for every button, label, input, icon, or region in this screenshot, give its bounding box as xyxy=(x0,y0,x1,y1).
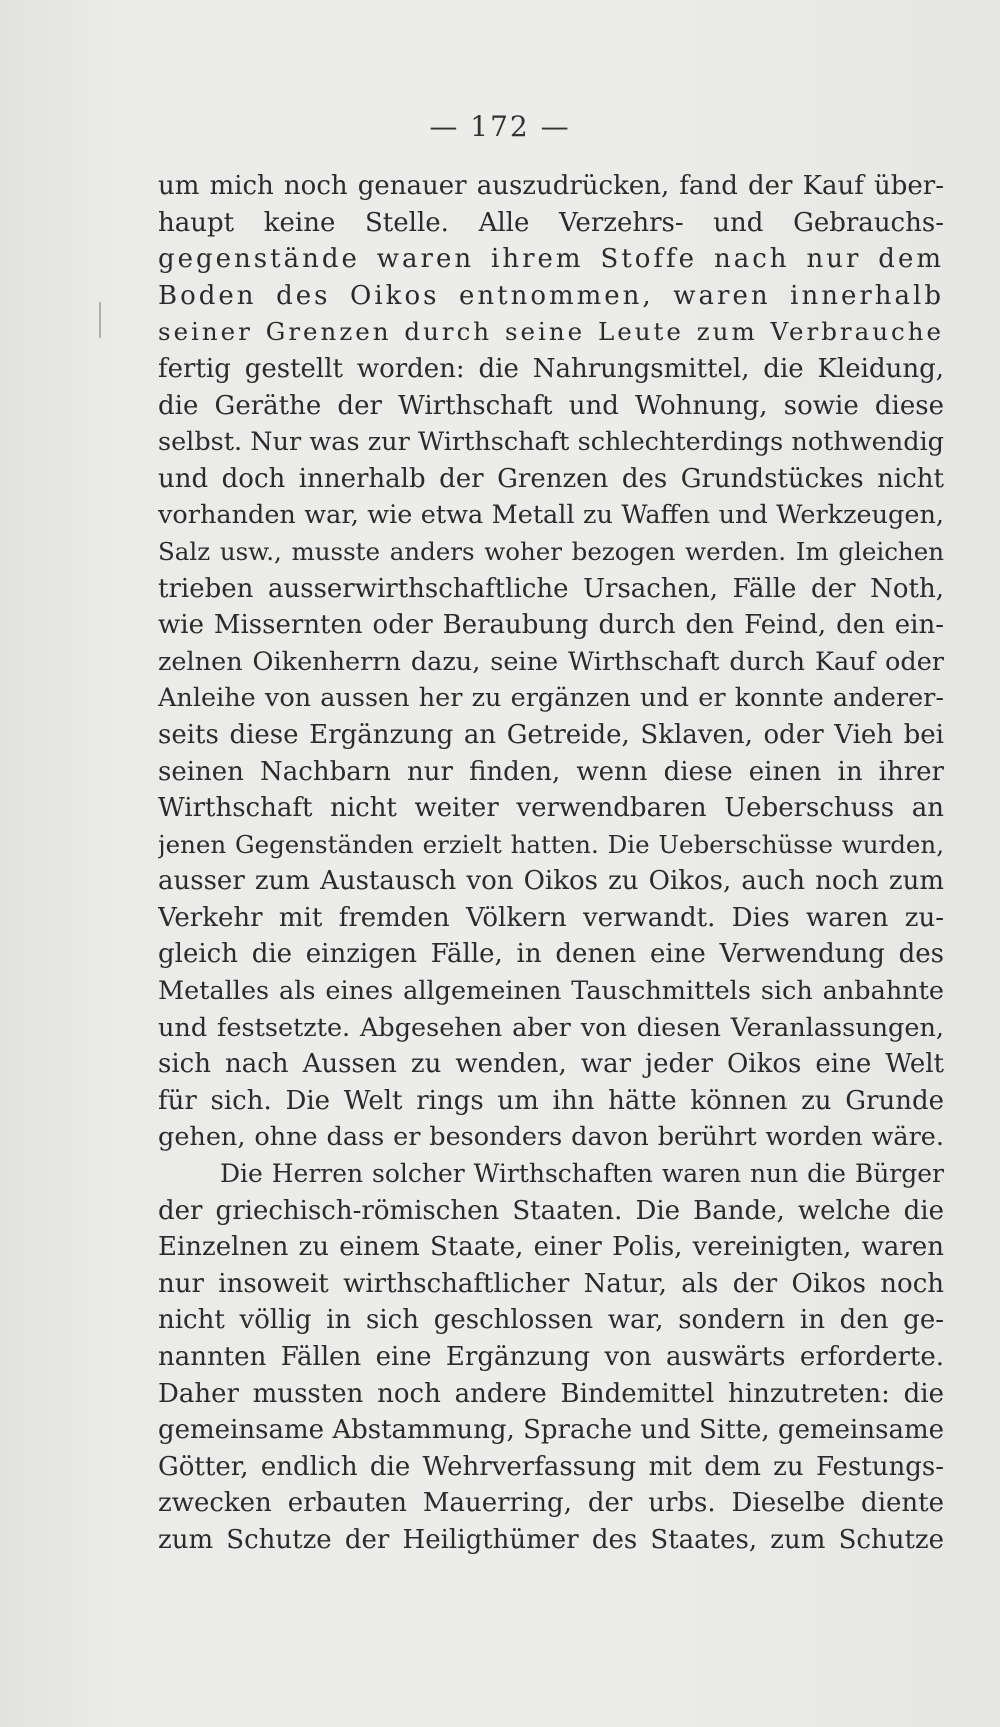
text-line: Daher mussten noch andere Bindemittel hinzutreten: die xyxy=(158,1378,944,1409)
text-line: zum Schutze der Heiligthümer des Staates, zum Schutze xyxy=(158,1524,944,1555)
text-line: nur insoweit wirthschaftlicher Natur, als der Oikos noch xyxy=(158,1268,944,1299)
text-line: Götter, endlich die Wehrverfassung mit dem zu Festungs- xyxy=(158,1451,944,1482)
text-line: nannten Fällen eine Ergänzung von auswärts erforderte. xyxy=(158,1342,944,1372)
text-line: haupt keine Stelle. Alle Verzehrs- und Gebrauchs- xyxy=(158,207,944,238)
page-number: — 172 — xyxy=(429,110,571,143)
text-line: nicht völlig in sich geschlossen war, sondern in den ge- xyxy=(158,1305,944,1336)
text-line: Wirthschaft nicht weiter verwendbaren Ueberschuss an xyxy=(158,793,944,824)
text-line: Die Herren solcher Wirthschaften waren nun die Bürger xyxy=(220,1159,944,1189)
text-line: ausser zum Austausch von Oikos zu Oikos, auch noch zum xyxy=(158,866,944,897)
text-line: und festsetzte. Abgesehen aber von diesen Veranlassungen, xyxy=(158,1012,944,1043)
text-line: die Geräthe der Wirthschaft und Wohnung, sowie diese xyxy=(158,390,944,421)
text-line: seiner Grenzen durch seine Leute zum Verbrauche xyxy=(158,317,944,347)
text-line: vorhanden war, wie etwa Metall zu Waffen und Werkzeugen, xyxy=(158,500,944,531)
text-line: wie Missernten oder Beraubung durch den Feind, den ein- xyxy=(158,610,944,641)
text-line: sich nach Aussen zu wenden, war jeder Oikos eine Welt xyxy=(158,1049,944,1080)
text-line: gemeinsame Abstammung, Sprache und Sitte, gemeinsame xyxy=(158,1415,944,1446)
text-line: Einzelnen zu einem Staate, einer Polis, vereinigten, waren xyxy=(158,1232,944,1263)
text-line: Anleihe von aussen her zu ergänzen und er konnte anderer- xyxy=(158,683,944,714)
text-line: seinen Nachbarn nur finden, wenn diese einen in ihrer xyxy=(158,756,944,787)
text-line: selbst. Nur was zur Wirthschaft schlechterdings nothwendig xyxy=(158,427,944,458)
text-line: Boden des Oikos entnommen, waren innerhalb xyxy=(158,280,944,311)
text-line: um mich noch genauer auszudrücken, fand der Kauf über- xyxy=(158,171,944,201)
text-line: fertig gestellt worden: die Nahrungsmittel, die Kleidung, xyxy=(158,353,944,384)
text-line: Verkehr mit fremden Völkern verwandt. Dies waren zu- xyxy=(158,902,944,933)
text-line: der griechisch-römischen Staaten. Die Bande, welche die xyxy=(158,1195,944,1226)
text-line: für sich. Die Welt rings um ihn hätte können zu Grunde xyxy=(158,1085,944,1116)
text-line: zelnen Oikenherrn dazu, seine Wirthschaft durch Kauf oder xyxy=(158,646,944,677)
margin-mark xyxy=(99,302,101,338)
text-line: Salz usw., musste anders woher bezogen werden. Im gleichen xyxy=(158,536,944,566)
text-line: trieben ausserwirthschaftliche Ursachen, Fälle der Noth, xyxy=(158,573,944,604)
text-line: gleich die einzigen Fälle, in denen eine Verwendung des xyxy=(158,939,944,970)
text-line: seits diese Ergänzung an Getreide, Sklaven, oder Vieh bei xyxy=(158,719,944,750)
text-line: gehen, ohne dass er besonders davon berührt worden wäre. xyxy=(158,1122,944,1153)
text-line: gegenstände waren ihrem Stoffe nach nur dem xyxy=(158,244,944,275)
text-line: und doch innerhalb der Grenzen des Grundstückes nicht xyxy=(158,463,944,494)
body-text xyxy=(158,168,944,1559)
text-line: zwecken erbauten Mauerring, der urbs. Dieselbe diente xyxy=(158,1488,944,1519)
text-line: jenen Gegenständen erzielt hatten. Die Ueberschüsse wurden, xyxy=(158,829,944,859)
text-line: Metalles als eines allgemeinen Tauschmittels sich anbahnte xyxy=(158,976,944,1007)
